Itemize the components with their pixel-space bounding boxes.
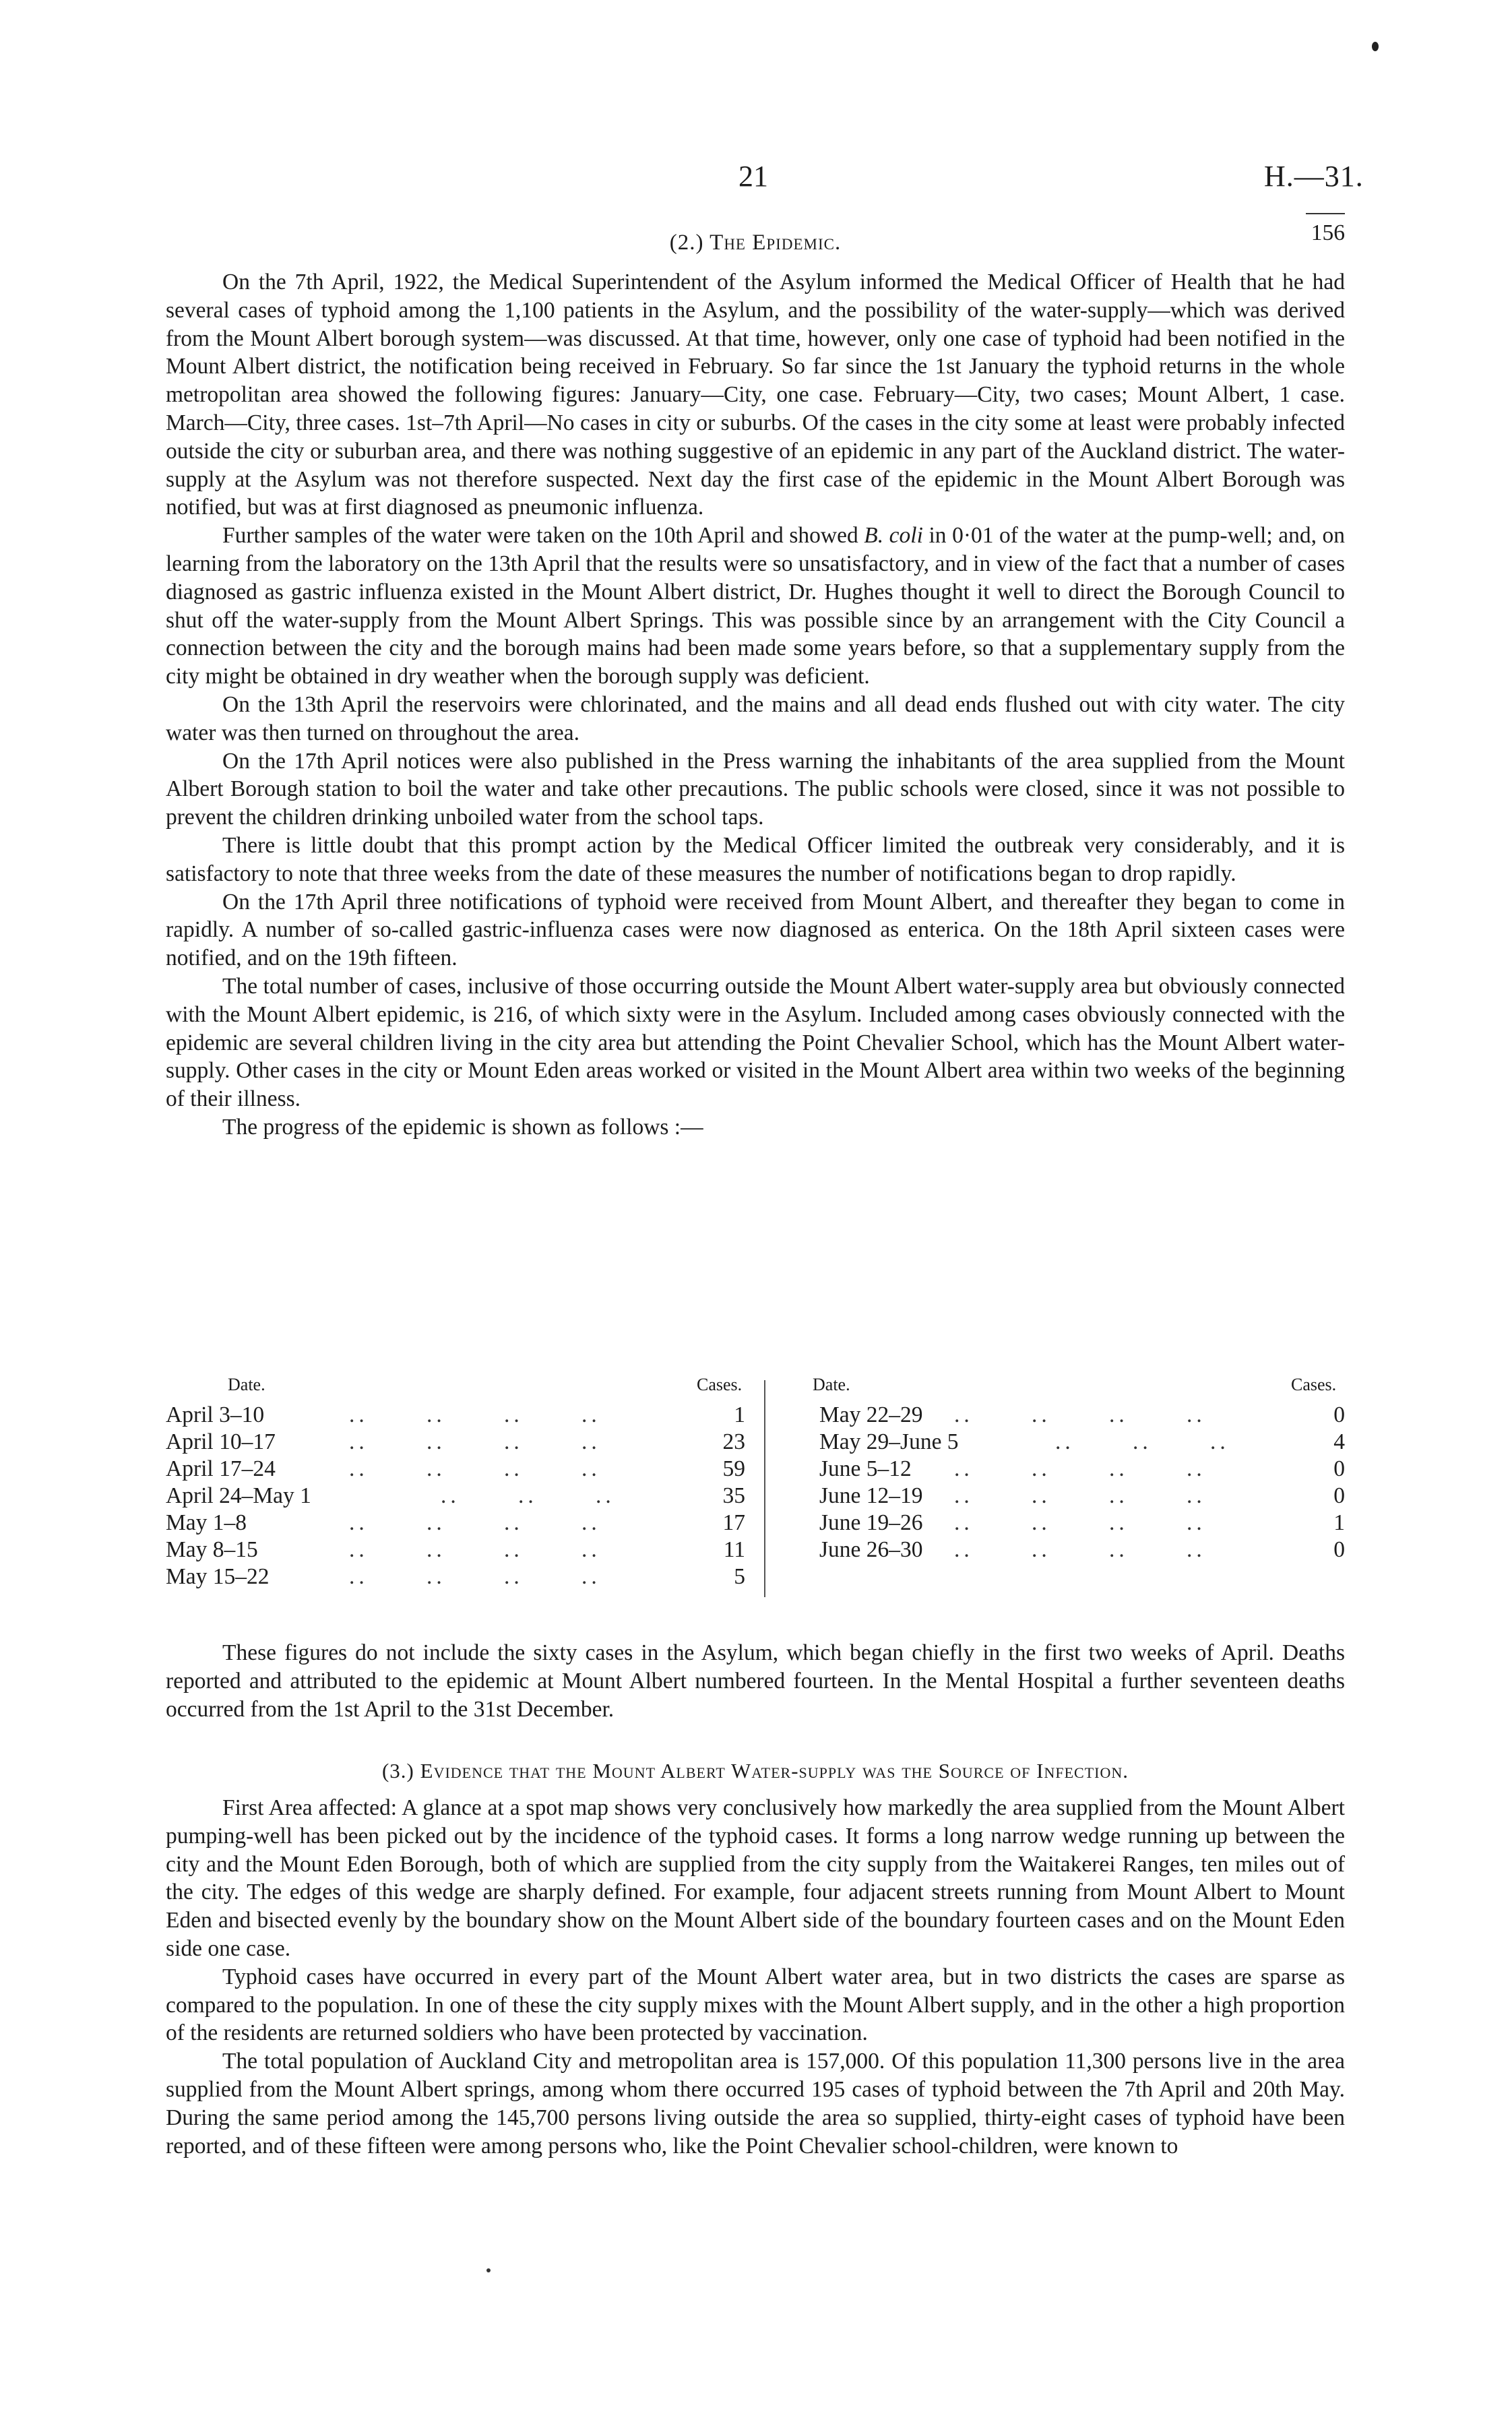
row-cases: 5 (734, 1564, 745, 1589)
paragraph: These figures do not include the sixty cases in the Asylum, which began chiefly in the first two weeks of April. Deaths reported and attributed to the epidemic at Mount Albert numbered fourteen. In the Mental Hospital a further seventeen deaths occurred from the 1st April to the 31st December. (166, 1640, 1345, 1722)
row-cases: 59 (722, 1456, 745, 1481)
row-date: June 26–30 (819, 1537, 923, 1562)
row-cases: 17 (722, 1510, 745, 1535)
table-row: May 15–22 .. .. .. .. 5 (166, 1564, 745, 1589)
cases-header: Cases. (1291, 1375, 1337, 1394)
row-cases: 11 (723, 1537, 745, 1562)
row-cases: 1 (1333, 1510, 1345, 1535)
page-number: 21 (738, 160, 768, 193)
cases-total: 156 (1311, 220, 1345, 245)
paragraph: On the 17th April notices were also published in the Press warning the inhabitants of the area supplied from the Mount Albert Borough station to boil the water and take other precautions. The public schools were closed, since it was not possible to prevent the children drinking unboiled water from the school taps. (166, 748, 1345, 830)
organism-name: B. coli (864, 523, 923, 549)
date-header: Date. (813, 1375, 850, 1394)
row-date: April 3–10 (166, 1402, 265, 1427)
row-date: May 8–15 (166, 1537, 258, 1562)
section-epidemic-body (166, 268, 1345, 1142)
row-cases: 35 (722, 1483, 745, 1508)
paragraph: On the 7th April, 1922, the Medical Superintendent of the Asylum informed the Medical Officer of Health that he had several cases of typhoid among the 1,100 patients in the Asylum, and the possibility of the water-supply—which was derived from the Mount Albert borough system—was discussed. At that time, however, only one case of typhoid had been notified in the Mount Albert district, the notification being received in February. So far since the 1st January the typhoid returns in the whole metropolitan area showed the following figures: January—City, one case. February—City, two cases; Mount Albert, 1 case. March—City, three cases. 1st–7th April—No cases in city or suburbs. Of the cases in the city some at least were probably infected outside the city or suburban area, and there was nothing suggestive of an epidemic in any part of the Auckland district. The water-supply at the Asylum was not therefore suspected. Next day the first case of the epidemic in the Mount Albert Borough was notified, but was at first diagnosed as pneumonic influenza. (166, 270, 1345, 520)
table-row: June 12–19 .. .. .. .. 0 (819, 1483, 1345, 1508)
print-mark (1372, 42, 1379, 51)
paragraph: Further samples of the water were taken on the 10th April and showed B. coli in 0·01 of the water at the pump-well; and, on learning from the laboratory on the 13th April that the results were so unsatisfactory, and in view of the fact that a number of cases diagnosed as gastric influenza existed in the Mount Albert district, Dr. Hughes thought it well to direct the Borough Council to shut off the water-supply from the Mount Albert Springs. This was possible since by an arrangement with the City Council a connection between the city and the borough mains had been made some years before, so that a supplementary supply from the city might be obtained in dry weather when the borough supply was deficient. (166, 523, 1346, 689)
total-rule (1306, 213, 1345, 214)
table-row: May 1–8 .. .. .. .. 17 (166, 1510, 745, 1535)
paragraph: There is little doubt that this prompt action by the Medical Officer limited the outbreak very considerably, and it is satisfactory to note that three weeks from the date of these measures the number of notifications began to drop rapidly. (166, 832, 1345, 886)
paragraph: The total population of Auckland City and metropolitan area is 157,000. Of this population 11,300 persons live in the area supplied from the Mount Albert springs, among whom there occurred 195 cases of typhoid between the 7th April and 20th May. During the same period among the 145,700 persons living outside the area so supplied, thirty-eight cases of typhoid have been reported, and of these fifteen were among persons who, like the Point Chevalier school-children, were known to (166, 2049, 1345, 2159)
after-table-note (166, 1639, 1345, 1723)
document-reference: H.—31. (1264, 160, 1364, 193)
epidemic-progress-table (166, 1375, 1345, 1638)
section-heading-epidemic: (2.) The Epidemic. (669, 230, 842, 255)
table-row: June 26–30 .. .. .. .. 0 (819, 1537, 1345, 1562)
table-row: June 5–12 .. .. .. .. 0 (819, 1456, 1345, 1481)
table-row: April 3–10 .. .. .. .. 1 (166, 1402, 745, 1427)
row-date: April 17–24 (166, 1456, 276, 1481)
print-mark (486, 2268, 491, 2272)
paragraph: The total number of cases, inclusive of those occurring outside the Mount Albert water-supply area but obviously connected with the Mount Albert epidemic, is 216, of which sixty were in the Asylum. Included among cases obviously connected with the epidemic are several children living in the city area but attending the Point Chevalier School, which has the Mount Albert water-supply. Other cases in the city or Mount Eden areas worked or visited in the Mount Albert area within two weeks of the beginning of their illness. (166, 973, 1345, 1112)
section-heading-evidence: (3.) Evidence that the Mount Albert Water-supply was the Source of Infection. (381, 1759, 1129, 1782)
row-date: May 1–8 (166, 1510, 247, 1535)
row-cases: 0 (1333, 1456, 1345, 1481)
row-date: May 15–22 (166, 1564, 270, 1589)
table-row: May 8–15 .. .. .. .. 11 (166, 1537, 745, 1562)
table-row: June 19–26 .. .. .. .. 1 (819, 1510, 1345, 1535)
table-row: April 10–17 .. .. .. .. 23 (166, 1429, 745, 1454)
paragraph: Typhoid cases have occurred in every part of the Mount Albert water area, but in two districts the cases are sparse as compared to the population. In one of these the city supply mixes with the Mount Albert supply, and in the other a high proportion of the residents are returned soldiers who have been protected by vaccination. (166, 1964, 1345, 2046)
row-cases: 1 (734, 1402, 745, 1427)
row-cases: 0 (1333, 1483, 1345, 1508)
row-date: April 24–May 1 (166, 1483, 311, 1508)
row-cases: 0 (1333, 1402, 1345, 1427)
cases-header: Cases. (697, 1375, 743, 1394)
table-row: April 17–24 .. .. .. .. 59 (166, 1456, 745, 1481)
date-header: Date. (228, 1375, 265, 1394)
row-cases: 0 (1333, 1537, 1345, 1562)
paragraph: The progress of the epidemic is shown as follows :— (222, 1114, 703, 1140)
paragraph: On the 13th April the reservoirs were chlorinated, and the mains and all dead ends flushed out with city water. The city water was then turned on throughout the area. (166, 691, 1345, 745)
section-evidence-body (166, 1794, 1345, 2160)
paragraph: On the 17th April three notifications of typhoid were received from Mount Albert, and thereafter they began to come in rapidly. A number of so-called gastric-influenza cases were now diagnosed as enterica. On the 18th April sixteen cases were notified, and on the 19th fifteen. (166, 889, 1345, 971)
row-cases: 23 (722, 1429, 745, 1454)
table-row: April 24–May 1 .. .. .. 35 (166, 1483, 745, 1508)
column-divider (764, 1380, 765, 1597)
table-row: May 29–June 5 .. .. .. 4 (819, 1429, 1345, 1454)
row-cases: 4 (1333, 1429, 1345, 1454)
table-row: May 22–29 .. .. .. .. 0 (819, 1402, 1345, 1427)
paragraph: First Area affected: A glance at a spot map shows very conclusively how markedly the area supplied from the Mount Albert pumping-well has been picked out by the incidence of the typhoid cases. It forms a long narrow wedge running up between the city and the Mount Eden Borough, both of which are supplied from the city supply from the Waitakerei Ranges, ten miles out of the city. The edges of this wedge are sharply defined. For example, four adjacent streets running from Mount Albert to Mount Eden and bisected evenly by the boundary show on the Mount Albert side of the boundary fourteen cases and on the Mount Eden side one case. (166, 1795, 1345, 1961)
row-date: April 10–17 (166, 1429, 276, 1454)
row-date: June 5–12 (819, 1456, 912, 1481)
row-date: June 12–19 (819, 1483, 923, 1508)
row-date: May 22–29 (819, 1402, 923, 1427)
row-date: May 29–June 5 (819, 1429, 959, 1454)
row-date: June 19–26 (819, 1510, 923, 1535)
